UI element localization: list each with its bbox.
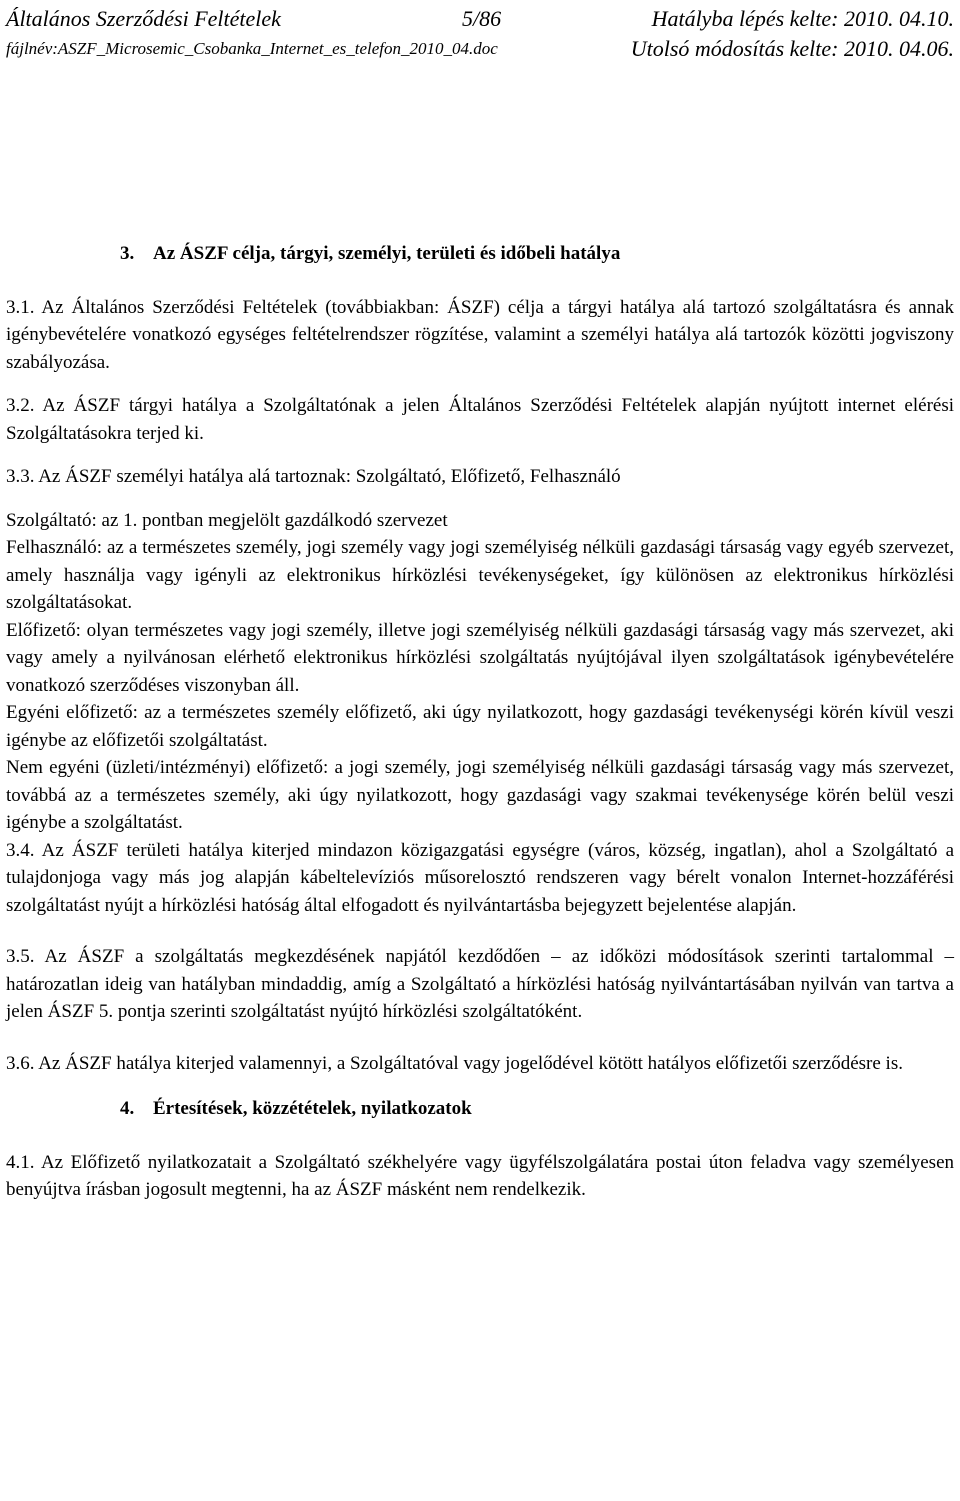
paragraph-4-1: 4.1. Az Előfizető nyilatkozatait a Szolgáltató székhelyére vagy ügyfélszolgálatára postai úton feladva vagy személyesen benyújtva írásban jogosult megtenni, ha az ÁSZF másként nem rendelkezik.: [6, 1151, 954, 1200]
section-4-number: 4.: [120, 1098, 135, 1119]
definition-egyeni-elofizeto: Egyéni előfizető: az a természetes személy előfizető, aki úgy nyilatkozott, hogy gazdasági tevékenységi körén kívül veszi igénybe az előfizetői szolgáltatást.: [6, 702, 954, 751]
paragraph-3-2: 3.2. Az ÁSZF tárgyi hatálya a Szolgáltatónak a jelen Általános Szerződési Feltételek alapján nyújtott internet elérési Szolgáltatásokra terjed ki.: [6, 395, 954, 444]
paragraph-3-5: 3.5. Az ÁSZF a szolgáltatás megkezdésének napjától kezdődően – az időközi módosítások szerinti tartalommal – határozatlan ideig van hatályban mindaddig, amíg a Szolgáltató a hírközlési hatóság nyilvántartásában nyilván van tartva a jelen ÁSZF 5. pontja szerinti szolgáltatást nyújtó hírközlési szolgáltatóként.: [6, 946, 954, 1022]
doc-title: Általános Szerződési Feltételek: [6, 6, 281, 31]
paragraph-3-1: 3.1. Az Általános Szerződési Feltételek (továbbiakban: ÁSZF) célja a tárgyi hatálya alá tartozó szolgáltatásra és annak igénybevételére vonatkozó egységes feltételrendszer rögzítése, valamint a személyi hatálya alá tartozók közötti jogviszony szabályozása.: [6, 296, 954, 373]
document-body: [6, 240, 954, 1204]
paragraph-3-4: 3.4. Az ÁSZF területi hatálya kiterjed mindazon közigazgatási egységre (város, község, ingatlan), ahol a Szolgáltató a tulajdonjoga vagy más jog alapján kábeltelevíziós műsorelosztó rendszeren vagy bérelt vonalon Internet-hozzáférési szolgáltatást nyújt a hírközlési hatóság által elfogadott és nyilvántartásba bejegyzett bejelentése alapján.: [6, 839, 954, 916]
page-number: 5/86: [462, 6, 502, 31]
paragraph-3-3: 3.3. Az ÁSZF személyi hatálya alá tartoznak: Szolgáltató, Előfizető, Felhasználó: [6, 466, 621, 487]
header-row-bottom: [6, 34, 954, 64]
section-4-heading: [120, 1095, 954, 1123]
file-name: fájlnév:ASZF_Microsemic_Csobanka_Internet_es_telefon_2010_04.doc: [6, 39, 498, 58]
header-row-top: [6, 4, 954, 34]
section-4-title: Értesítések, közzétételek, nyilatkozatok: [153, 1098, 472, 1119]
definition-szolgaltato: Szolgáltató: az 1. pontban megjelölt gazdálkodó szervezet: [6, 509, 448, 531]
paragraph-3-6: 3.6. Az ÁSZF hatálya kiterjed valamennyi, a Szolgáltatóval vagy jogelődével kötött hatályos előfizetői szerződésre is.: [6, 1052, 903, 1074]
page-header: [6, 4, 954, 64]
section-3-title: Az ÁSZF célja, tárgyi, személyi, területi és időbeli hatálya: [153, 243, 621, 264]
definition-nem-egyeni-elofizeto: Nem egyéni (üzleti/intézményi) előfizető: a jogi személy, jogi személyiség nélküli gazdasági társaság vagy más szervezet, továbbá az a természetes személy, aki úgy nyilatkozott, hogy gazdasági vagy szakmai tevékenysége körén belül veszi igénybe a szolgáltatást.: [6, 757, 954, 833]
section-3-number: 3.: [120, 243, 135, 264]
section-3-heading: [120, 240, 954, 268]
modified-date: Utolsó módosítás kelte: 2010. 04.06.: [630, 36, 954, 61]
definition-felhasznalo: Felhasználó: az a természetes személy, jogi személy vagy jogi személyiség nélküli gazdasági társaság vagy egyéb szervezet, amely használja vagy igényli az elektronikus hírközlési tevékenységeket, így különösen az elektronikus hírközlési szolgáltatásokat.: [6, 537, 954, 613]
definition-elofizeto: Előfizető: olyan természetes vagy jogi személy, illetve jogi személyiség nélküli gazdasági társaság vagy más szervezet, aki vagy amely a nyilvánosan elérhető elektronikus hírközlési szolgáltatás nyújtójával ilyen szolgáltatások igénybevételére vonatkozó szerződéses viszonyban áll.: [6, 619, 954, 696]
effective-date: Hatályba lépés kelte: 2010. 04.10.: [651, 6, 954, 31]
